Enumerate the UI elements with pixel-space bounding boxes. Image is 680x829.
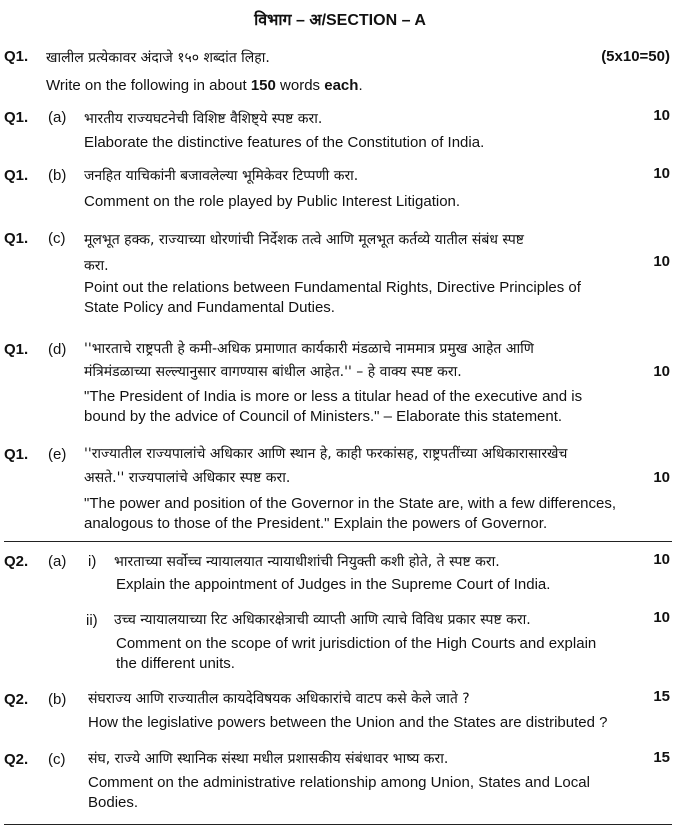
question-number: Q1. — [4, 48, 29, 65]
section-header: विभाग – अ/SECTION – A — [254, 12, 426, 29]
question-marks: 10 — [653, 107, 670, 124]
question-text-english: How the legislative powers between the Union and the States are distributed ? — [88, 714, 608, 731]
sub-question-label: i) — [88, 553, 97, 570]
question-text-english: bound by the advice of Council of Ministers." – Elaborate this statement. — [84, 408, 563, 425]
question-text-english: analogous to those of the President." Explain the powers of Governor. — [84, 515, 548, 532]
question-marks: 10 — [653, 609, 670, 626]
divider — [4, 824, 672, 825]
question-label: (a) — [48, 553, 67, 570]
q1-intro-english: Write on the following in about 150 words each. — [46, 77, 363, 94]
question-text-english: Comment on the role played by Public Interest Litigation. — [84, 193, 461, 210]
question-text-marathi: संघ, राज्ये आणि स्थानिक संस्था मधील प्रशासकीय संबंधावर भाष्य करा. — [88, 751, 449, 767]
question-text-marathi: जनहित याचिकांनी बजावलेल्या भूमिकेवर टिप्पणी करा. — [84, 168, 359, 184]
question-marks: 15 — [653, 688, 670, 705]
question-marks: 10 — [653, 253, 670, 270]
question-text-marathi: असते.'' राज्यपालांचे अधिकार स्पष्ट करा. — [84, 470, 291, 486]
question-number: Q1. — [4, 230, 29, 247]
question-marks: 10 — [653, 551, 670, 568]
question-text-marathi: संघराज्य आणि राज्यातील कायदेविषयक अधिकारांचे वाटप कसे केले जाते ? — [88, 691, 470, 707]
question-number: Q1. — [4, 446, 29, 463]
question-text-english: "The President of India is more or less a titular head of the executive and is — [84, 388, 583, 405]
q1-intro-marathi: खालील प्रत्येकावर अंदाजे १५० शब्दांत लिहा. — [46, 50, 270, 66]
question-text-english: "The power and position of the Governor in the State are, with a few differences, — [84, 495, 617, 512]
question-label: (b) — [48, 167, 67, 184]
q1-total-marks: (5x10=50) — [601, 48, 670, 65]
question-text-english: Comment on the scope of writ jurisdiction of the High Courts and explain — [116, 635, 597, 652]
question-marks: 10 — [653, 363, 670, 380]
question-label: (e) — [48, 446, 67, 463]
question-text-marathi: मंत्रिमंडळाच्या सल्ल्यानुसार वागण्यास बांधील आहेत.'' – हे वाक्य स्पष्ट करा. — [84, 364, 462, 380]
sub-question-label: ii) — [86, 612, 98, 629]
question-marks: 15 — [653, 749, 670, 766]
question-number: Q1. — [4, 341, 29, 358]
question-number: Q2. — [4, 691, 29, 708]
question-text-english: Bodies. — [88, 794, 139, 811]
question-text-marathi: करा. — [84, 258, 109, 274]
question-number: Q2. — [4, 751, 29, 768]
question-text-marathi: उच्च न्यायालयाच्या रिट अधिकारक्षेत्राची व्याप्ती आणि त्याचे विविध प्रकार स्पष्ट करा. — [114, 612, 531, 628]
question-text-marathi: मूलभूत हक्क, राज्याच्या धोरणांची निर्देशक तत्वे आणि मूलभूत कर्तव्ये यातील संबंध स्पष्ट — [84, 232, 524, 248]
question-label: (a) — [48, 109, 67, 126]
question-text-english: Point out the relations between Fundamental Rights, Directive Principles of — [84, 279, 581, 296]
question-marks: 10 — [653, 469, 670, 486]
question-text-english: State Policy and Fundamental Duties. — [84, 299, 335, 316]
question-text-marathi: ''राज्यातील राज्यपालांचे अधिकार आणि स्थान हे, काही फरकांसह, राष्ट्रपतींच्या अधिकारासारखेच — [84, 446, 568, 462]
question-label: (d) — [48, 341, 67, 358]
question-number: Q1. — [4, 167, 29, 184]
question-text-marathi: ''भारताचे राष्ट्रपती हे कमी-अधिक प्रमाणात कार्यकारी मंडळाचे नाममात्र प्रमुख आहेत आणि — [84, 341, 534, 357]
divider — [4, 541, 672, 542]
question-text-marathi: भारतीय राज्यघटनेची विशिष्ट वैशिष्ट्ये स्पष्ट करा. — [84, 111, 323, 127]
question-label: (b) — [48, 691, 67, 708]
question-text-english: Comment on the administrative relationship among Union, States and Local — [88, 774, 590, 791]
question-label: (c) — [48, 230, 66, 247]
question-label: (c) — [48, 751, 66, 768]
question-text-english: Explain the appointment of Judges in the Supreme Court of India. — [116, 576, 551, 593]
question-number: Q1. — [4, 109, 29, 126]
question-text-english: Elaborate the distinctive features of the Constitution of India. — [84, 134, 485, 151]
question-marks: 10 — [653, 165, 670, 182]
question-number: Q2. — [4, 553, 29, 570]
question-text-english: the different units. — [116, 655, 235, 672]
question-text-marathi: भारताच्या सर्वोच्च न्यायालयात न्यायाधीशांची नियुक्ती कशी होते, ते स्पष्ट करा. — [114, 554, 500, 570]
